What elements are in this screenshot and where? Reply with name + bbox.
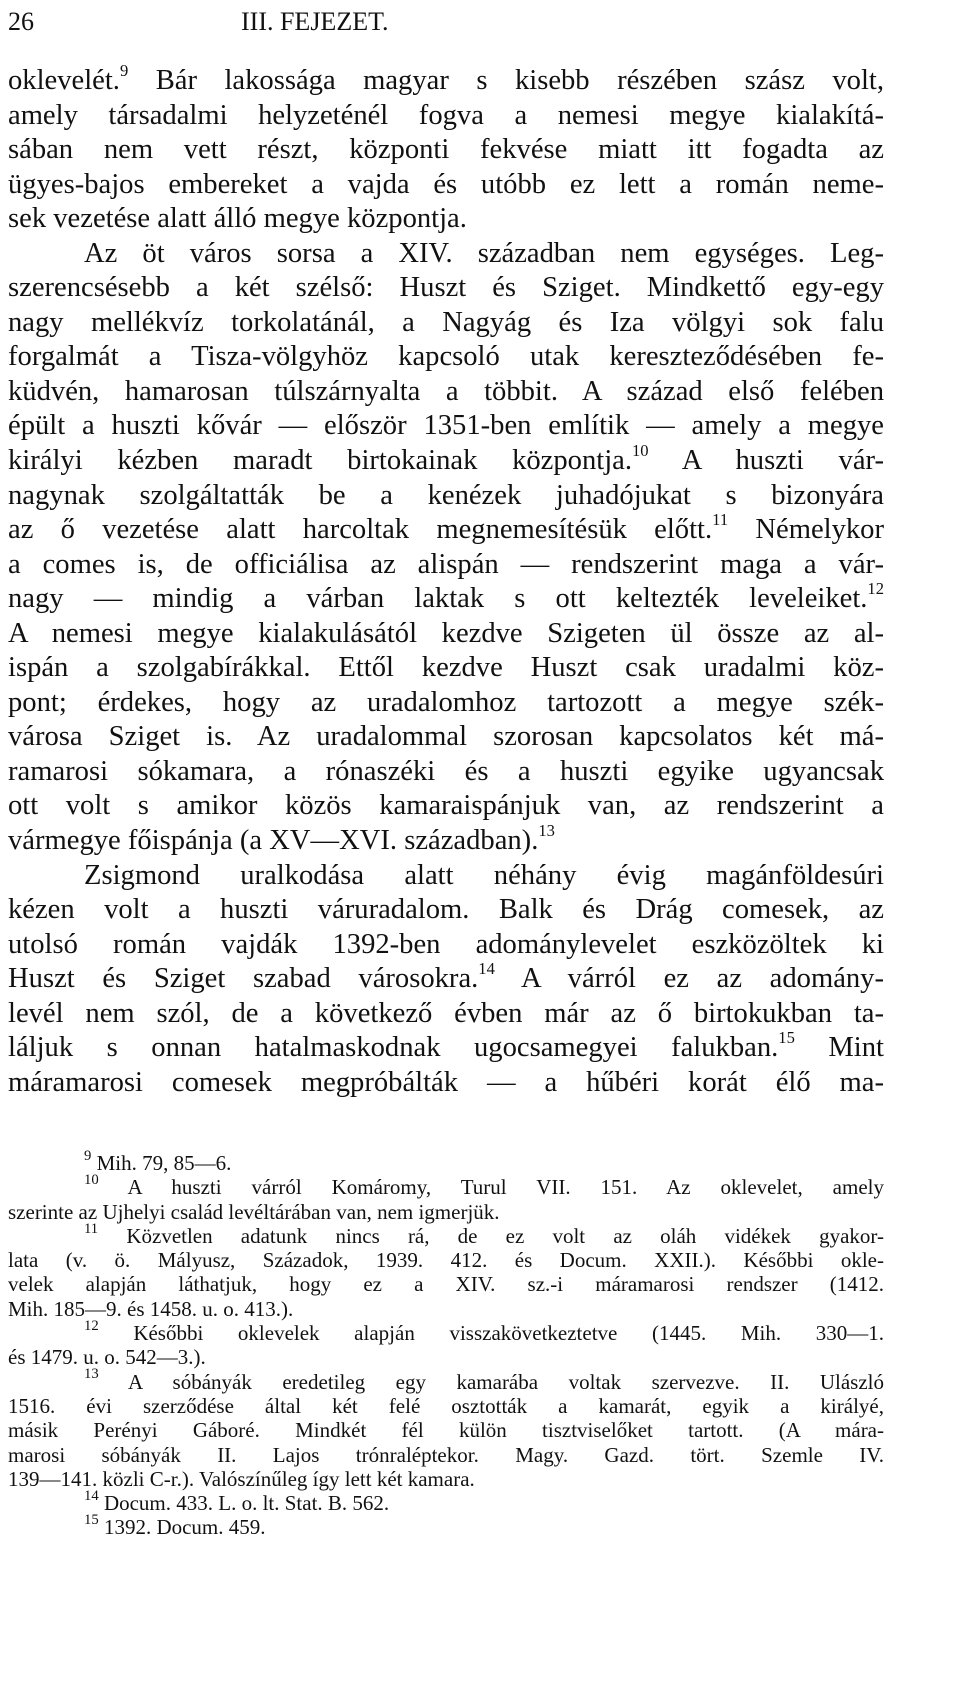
footnote-line (8, 1366, 884, 1394)
footnote-line: lata (v. ö. Mályusz, Századok, 1939. 412. és Docum. XXII.). Későbbi okle- (8, 1248, 884, 1273)
text-line: sában nem vett részt, központi fekvése miatt itt fogadta az (8, 134, 884, 166)
footnote-marker: 15 (84, 1512, 99, 1529)
text-line: A nemesi megye kialakulásától kezdve Szigeten ül össze az al- (8, 617, 884, 649)
text-line: nagy mellékvíz torkolatánál, a Nagyág és Iza völgyi sok falu (8, 306, 884, 338)
footnote-marker: 12 (867, 579, 884, 599)
footnote-marker: 10 (632, 441, 649, 460)
text-line-text: Némelykor (728, 514, 884, 546)
footnote-line: marosi sóbányák II. Lajos trónraléptekor. Magy. Gazd. tört. Szemle IV. (8, 1442, 884, 1467)
text-line (8, 821, 884, 859)
text-line-text: láljuk s onnan hatalmaskodnak ugocsamegyei falukban. (8, 1032, 779, 1064)
text-line (8, 959, 884, 997)
text-line: szerencsésebb a két szélső: Huszt és Sziget. Mindkettő egy-egy (8, 272, 884, 304)
footnote-marker: 14 (84, 1487, 99, 1504)
footnote-line (8, 1317, 884, 1346)
footnote-line (8, 1487, 884, 1516)
text-line: amely társadalmi helyzeténél fogva a nemesi megye kialakítá- (8, 99, 884, 131)
footnote-line: 139—141. közli C-r.). Valószínűleg így lett két kamara. (8, 1466, 475, 1491)
footnote-marker: 12 (84, 1317, 99, 1334)
text-line: sek vezetése alatt álló megye központja. (8, 203, 467, 235)
text-line (8, 579, 884, 617)
text-line: ramarosi sókamara, a rónaszéki és a huszti egyike ugyancsak (8, 755, 884, 787)
text-line: küdvén, hamarosan túlszárnyalta a többit. A század első felében (8, 375, 884, 407)
footnote-line (8, 1147, 884, 1175)
text-line: máramarosi comesek megpróbálták — a hűbéri korát élő ma- (8, 1066, 884, 1098)
text-line (8, 1028, 884, 1066)
text-line: ügyes-bajos embereket a vajda és utóbb ez lett a román neme- (8, 168, 884, 200)
text-line (8, 441, 884, 479)
text-line-text: Huszt és Sziget szabad városokra. (8, 963, 479, 995)
text-line-text: Bár lakossága magyar s kisebb részében szász volt, (128, 65, 884, 96)
footnote-marker: 13 (538, 821, 555, 841)
body-text (8, 60, 884, 1100)
text-line: utolsó román vajdák 1392-ben adománylevelet eszközöltek ki (8, 928, 884, 960)
text-line: ott volt s amikor közös kamaraispánjuk van, az rendszerint a (8, 790, 884, 822)
footnote-marker: 15 (778, 1028, 795, 1048)
footnote-line-text: Közvetlen adatunk nincs rá, de ez volt az oláh vidékek gyakor- (98, 1223, 884, 1248)
footnote-marker: 11 (712, 510, 729, 530)
footnote-line: másik Perényi Gáboré. Mindkét fél külön tisztviselőket tartott. (A mára- (8, 1418, 884, 1443)
text-line: a comes is, de officiálisa az alispán — rendszerint maga a vár- (8, 548, 884, 580)
footnote-line-text: A sóbányák eredetileg egy kamarába voltak szervezve. II. Ulászló (98, 1369, 884, 1394)
footnote-marker: 9 (84, 1147, 92, 1164)
text-line-text: A várról ez az adomány- (494, 963, 884, 995)
footnote-line-text: Későbbi oklevelek alapján visszakövetkeztetve (1445. Mih. 330—1. (98, 1321, 884, 1346)
text-line: épült a huszti kővár — először 1351-ben említik — amely a megye (8, 410, 884, 442)
chapter-title: III. FEJEZET. (241, 7, 389, 36)
text-line: forgalmát a Tisza-völgyhöz kapcsoló utak kereszteződésében fe- (8, 341, 884, 373)
text-line-text: királyi kézben maradt birtokainak központja. (8, 445, 632, 477)
footnote-marker: 14 (478, 959, 495, 979)
text-line: levél nem szól, de a következő évben már az ő birtokukban ta- (8, 997, 884, 1029)
text-line-text: nagy — mindig a várban laktak s ott keltezték leveleiket. (8, 583, 868, 615)
footnote-marker: 10 (84, 1172, 99, 1189)
footnote-line: Mih. 185—9. és 1458. u. o. 413.). (8, 1296, 294, 1321)
footnote-line: velek alapján láthatjuk, hogy ez a XIV. sz.-i máramarosi rendszer (1412. (8, 1272, 884, 1297)
footnote-line (8, 1220, 884, 1248)
footnotes (8, 1147, 884, 1540)
text-line-text: az ő vezetése alatt harcoltak megnemesítésük előtt. (8, 514, 713, 546)
text-line-text: A huszti vár- (648, 445, 884, 477)
text-line: pont; érdekes, hogy az uradalomhoz tartozott a megye szék- (8, 686, 884, 718)
footnote-line: 1516. évi szerződése által két felé osztották a kamarát, egyik a királyé, (8, 1393, 884, 1418)
text-line-text: Mint (794, 1032, 884, 1064)
footnote-line-text: Mih. 79, 85—6. (91, 1151, 232, 1175)
footnote-marker: 11 (84, 1220, 99, 1237)
footnote-line (8, 1512, 884, 1540)
text-line: nagynak szolgáltatták be a kenézek juhadójukat s bizonyára (8, 479, 884, 511)
footnote-line: szerinte az Ujhelyi család levéltárában van, nem igmerjük. (8, 1199, 500, 1224)
text-line: Zsigmond uralkodása alatt néhány évig magánföldesúri (84, 859, 884, 891)
text-line (8, 60, 884, 99)
footnote-marker: 9 (119, 60, 129, 80)
footnote-line (8, 1172, 884, 1200)
footnote-line-text: Docum. 433. L. o. lt. Stat. B. 562. (98, 1491, 390, 1516)
text-line-text: vármegye főispánja (a XV—XVI. században). (8, 825, 539, 857)
page-number: 26 (8, 7, 34, 36)
text-line: kézen volt a huszti váruradalom. Balk és Drág comesek, az (8, 894, 884, 926)
text-line (8, 510, 884, 548)
footnote-line: és 1479. u. o. 542—3.). (8, 1345, 206, 1370)
text-line: Az öt város sorsa a XIV. században nem egységes. Leg- (84, 237, 884, 269)
text-line-text: oklevelét. (8, 65, 120, 96)
text-line: ispán a szolgabírákkal. Ettől kezdve Huszt csak uradalmi köz- (8, 652, 884, 684)
page-header (8, 4, 948, 40)
footnote-line-text: A huszti várról Komáromy, Turul VII. 151. Az oklevelet, amely (98, 1175, 884, 1200)
text-line: városa Sziget is. Az uradalommal szorosan kapcsolatos két má- (8, 721, 884, 753)
footnote-marker: 13 (84, 1366, 99, 1383)
footnote-line-text: 1392. Docum. 459. (98, 1515, 266, 1540)
